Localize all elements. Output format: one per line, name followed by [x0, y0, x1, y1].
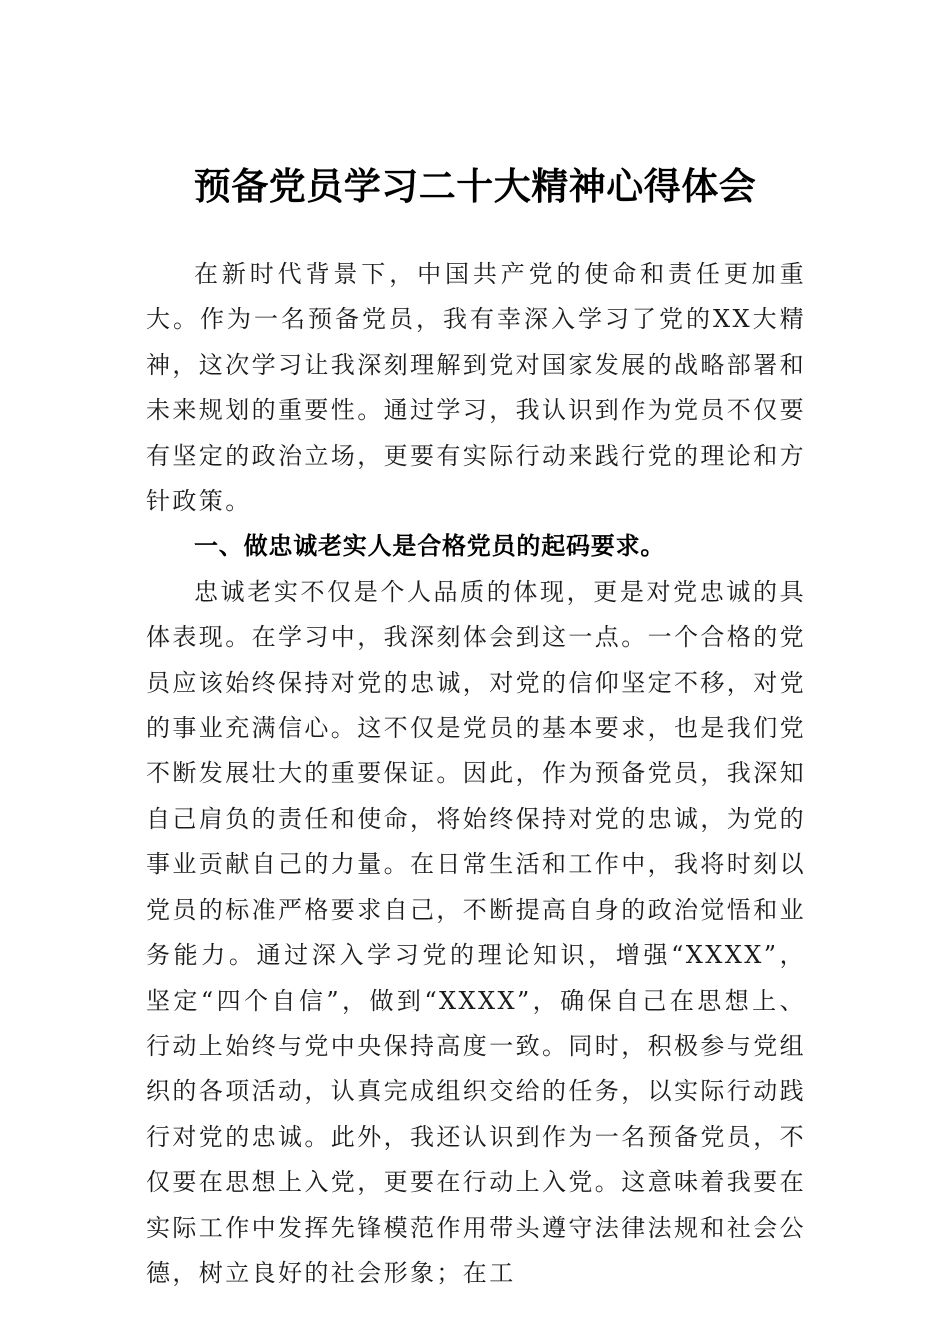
section-paragraph: 忠诚老实不仅是个人品质的体现，更是对党忠诚的具体表现。在学习中，我深刻体会到这一点。一个合格的党员应该始终保持对党的忠诚，对党的信仰坚定不移，对党的事业充满信心。这不仅是党员的基本要求，也是我们党不断发展壮大的重要保证。因此，作为预备党员，我深知自己肩负的责任和使命，将始终保持对党的忠诚，为党的事业贡献自己的力量。在日常生活和工作中，我将时刻以党员的标准严格要求自己，不断提高自身的政治觉悟和业务能力。通过深入学习党的理论知识，增强“XXXX”，坚定“四个自信”，做到“XXXX”，确保自己在思想上、行动上始终与党中央保持高度一致。同时，积极参与党组织的各项活动，认真完成组织交给的任务，以实际行动践行对党的忠诚。此外，我还认识到作为一名预备党员，不仅要在思想上入党，更要在行动上入党。这意味着我要在实际工作中发挥先锋模范作用带头遵守法律法规和社会公德，树立良好的社会形象；在工 [146, 577, 806, 1287]
intro-paragraph: 在新时代背景下，中国共产党的使命和责任更加重大。作为一名预备党员，我有幸深入学习了党的XX大精神，这次学习让我深刻理解到党对国家发展的战略部署和未来规划的重要性。通过学习，我认识到作为党员不仅要有坚定的政治立场，更要有实际行动来践行党的理论和方针政策。 [146, 260, 806, 516]
document-title: 预备党员学习二十大精神心得体会 [193, 164, 757, 208]
document-body [146, 252, 806, 1296]
section-heading: 一、做忠诚老实人是合格党员的起码要求。 [194, 532, 666, 561]
